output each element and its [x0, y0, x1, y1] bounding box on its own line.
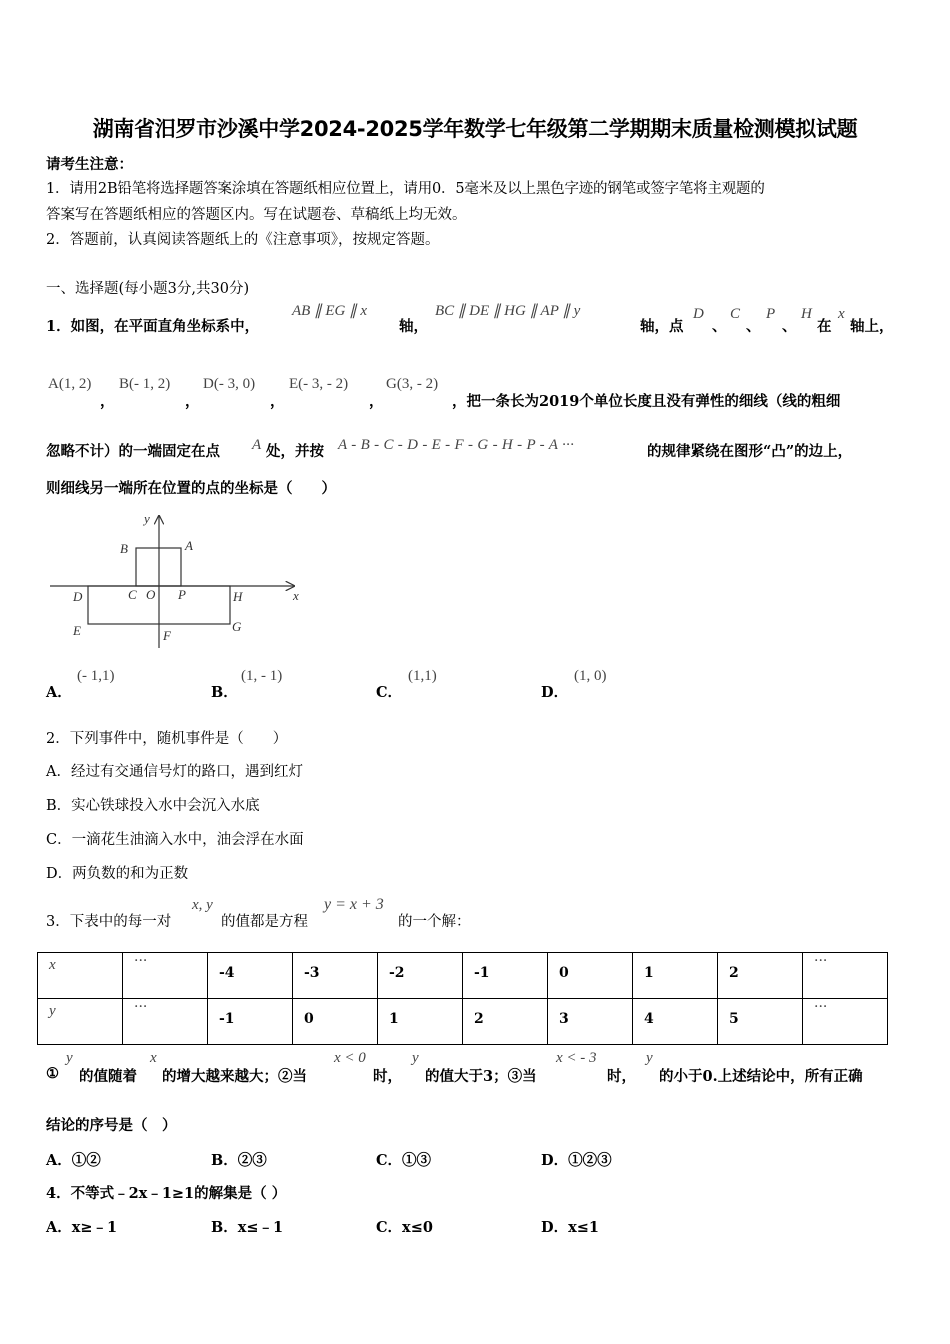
q4-option-b[interactable]: B．x≤﹣1: [211, 1219, 284, 1236]
q3-xy: x, y: [192, 897, 213, 913]
q4-option-c[interactable]: C．x≤0: [376, 1219, 433, 1236]
fig-label-b: B: [120, 541, 128, 556]
fig-label-a: A: [185, 538, 193, 553]
q1-figure: [46, 508, 306, 653]
q3-text-6: 时，: [607, 1068, 636, 1085]
q3-cond-1: x < 0: [334, 1050, 366, 1066]
q1-x-var: x: [838, 306, 845, 322]
q1-option-d-label[interactable]: D．: [541, 684, 569, 701]
q3-value-table: [37, 952, 888, 1045]
table-row-y: [38, 999, 888, 1045]
table-cell: x: [38, 953, 123, 999]
q4-option-a[interactable]: A．x≥﹣1: [46, 1219, 118, 1236]
q3-prefix: 3．下表中的每一对: [46, 914, 172, 930]
q1-option-d-value: (1, 0): [574, 668, 607, 684]
q1-coord-b: B(- 1, 2): [119, 376, 171, 392]
q1-sep-1: 、: [712, 318, 727, 335]
table-cell: -3: [293, 953, 378, 999]
q3-y-var-2: y: [412, 1050, 419, 1066]
q3-cond-2: x < - 3: [556, 1050, 597, 1066]
q1-option-b-value: (1, - 1): [241, 668, 283, 684]
q3-mid: 的值都是方程: [221, 914, 308, 930]
table-cell: 0: [293, 999, 378, 1045]
q1-sep-2: 、: [746, 318, 761, 335]
fig-label-x: x: [293, 588, 299, 603]
fig-label-c: C: [128, 587, 137, 602]
fig-label-p: P: [178, 587, 186, 602]
table-cell: ···: [123, 953, 208, 999]
q3-y-var-3: y: [646, 1050, 653, 1066]
q1-point-h: H: [801, 306, 812, 322]
q1-option-c-value: (1,1): [408, 668, 437, 684]
notice-heading: 请考生注意：: [46, 156, 133, 173]
q2-stem: 2．下列事件中，随机事件是（ ）: [46, 731, 288, 747]
q2-option-d[interactable]: D．两负数的和为正数: [46, 866, 189, 882]
q1-point-c: C: [730, 306, 741, 322]
table-cell: ···: [803, 953, 888, 999]
q1-comma-1: ，: [100, 393, 115, 410]
page-title: 湖南省汨罗市沙溪中学2024-2025学年数学七年级第二学期期末质量检测模拟试题: [92, 117, 858, 141]
q1-option-c-label[interactable]: C．: [376, 684, 403, 701]
q1-option-a-label[interactable]: A．: [46, 684, 72, 701]
q1-point-a: A: [252, 437, 262, 453]
q3-option-d[interactable]: D．①②③: [541, 1152, 612, 1169]
notice-item-1-line-1: 1．请用2B铅笔将选择题答案涂填在答题纸相应位置上，请用0．5毫米及以上黑色字迹的钢笔或签字笔将主观题的: [46, 181, 765, 197]
q3-equation: y = x + 3: [324, 896, 384, 913]
q1-path: A - B - C - D - E - F - G - H - P - A ···: [338, 437, 575, 453]
q3-circle-1: ①: [46, 1065, 59, 1082]
table-cell: -4: [208, 953, 293, 999]
q4-stem: 4．不等式﹣2x﹣1≥1的解集是（ ）: [46, 1185, 287, 1202]
fig-label-y: y: [144, 511, 150, 526]
q1-point-p: P: [766, 306, 776, 322]
q1-coord-g: G(3, - 2): [386, 376, 439, 392]
fig-label-f: F: [163, 628, 171, 643]
table-cell: 0: [548, 953, 633, 999]
fig-label-g: G: [232, 619, 242, 634]
table-cell: 2: [463, 999, 548, 1045]
q1-coord-d: D(- 3, 0): [203, 376, 256, 392]
q3-text-4: 时，: [373, 1068, 402, 1085]
table-cell: -2: [378, 953, 463, 999]
q1-line-4: 则细线另一端所在位置的点的坐标是（ ）: [46, 480, 336, 497]
q1-line-3-b: 处，并按: [266, 443, 324, 460]
fig-label-o: O: [146, 587, 156, 602]
table-cell: -1: [463, 953, 548, 999]
table-cell: ···: [803, 999, 888, 1045]
fig-label-d: D: [73, 589, 83, 604]
q1-point-d: D: [693, 306, 704, 322]
q1-comma-2: ，: [185, 393, 200, 410]
table-row-x: [38, 953, 888, 999]
q1-comma-4: ，: [369, 393, 384, 410]
q1-axis-text-3: 轴上，: [850, 318, 894, 335]
table-cell: 4: [633, 999, 718, 1045]
q1-sep-3: 、: [782, 318, 797, 335]
table-cell: 1: [633, 953, 718, 999]
fig-label-h: H: [233, 589, 243, 604]
q3-x-var-1: x: [150, 1050, 157, 1066]
fig-label-e: E: [73, 623, 81, 638]
q3-text-2: 的值随着: [79, 1068, 137, 1085]
q1-axis-text-2: 轴，点: [640, 318, 684, 335]
q2-option-a[interactable]: A．经过有交通信号灯的路口，遇到红灯: [46, 764, 303, 780]
table-cell: 2: [718, 953, 803, 999]
q2-option-c[interactable]: C．一滴花生油滴入水中，油会浮在水面: [46, 832, 304, 848]
notice-item-2: 2．答题前，认真阅读答题纸上的《注意事项》，按规定答题。: [46, 232, 440, 248]
q1-coord-a: A(1, 2): [48, 376, 92, 392]
q4-option-d[interactable]: D．x≤1: [541, 1219, 599, 1236]
q1-comma-3: ，: [270, 393, 285, 410]
q1-axis-text-1: 轴，: [399, 318, 428, 335]
table-cell: -1: [208, 999, 293, 1045]
q3-text-5: 的值大于3；③当: [425, 1068, 537, 1085]
q1-coord-e: E(- 3, - 2): [289, 376, 349, 392]
q1-math-parallel-x: AB ∥ EG ∥ x: [292, 303, 367, 319]
q3-option-a[interactable]: A．①②: [46, 1152, 101, 1169]
q3-option-c[interactable]: C．①③: [376, 1152, 432, 1169]
table-cell: 5: [718, 999, 803, 1045]
q3-text-7: 的小于0.上述结论中，所有正确: [659, 1068, 863, 1085]
q1-line-2-tail: ，把一条长为2019个单位长度且没有弹性的细线（线的粗细: [452, 393, 841, 410]
q3-line-2: 结论的序号是（ ）: [46, 1117, 177, 1134]
section-heading: 一、选择题(每小题3分,共30分): [46, 281, 250, 297]
notice-item-1-line-2: 答案写在答题纸相应的答题区内。写在试题卷、草稿纸上均无效。: [46, 207, 467, 223]
q1-option-b-label[interactable]: B．: [211, 684, 238, 701]
q2-option-b[interactable]: B．实心铁球投入水中会沉入水底: [46, 798, 260, 814]
table-cell: ···: [123, 999, 208, 1045]
table-cell: y: [38, 999, 123, 1045]
q1-option-a-value: (- 1,1): [77, 668, 115, 684]
q1-line-3-a: 忽略不计）的一端固定在点: [46, 443, 220, 460]
table-cell: 3: [548, 999, 633, 1045]
q1-math-parallel-y: BC ∥ DE ∥ HG ∥ AP ∥ y: [435, 303, 581, 319]
q3-suffix: 的一个解：: [398, 914, 471, 930]
q1-line-3-c: 的规律紧绕在图形“凸”的边上，: [647, 443, 853, 460]
q3-text-3: 的增大越来越大；②当: [162, 1068, 307, 1085]
q3-option-b[interactable]: B．②③: [211, 1152, 267, 1169]
q3-y-var-1: y: [66, 1050, 73, 1066]
q1-prefix: 1．如图，在平面直角坐标系中，: [46, 318, 260, 335]
q1-on-text: 在: [817, 318, 832, 335]
table-cell: 1: [378, 999, 463, 1045]
